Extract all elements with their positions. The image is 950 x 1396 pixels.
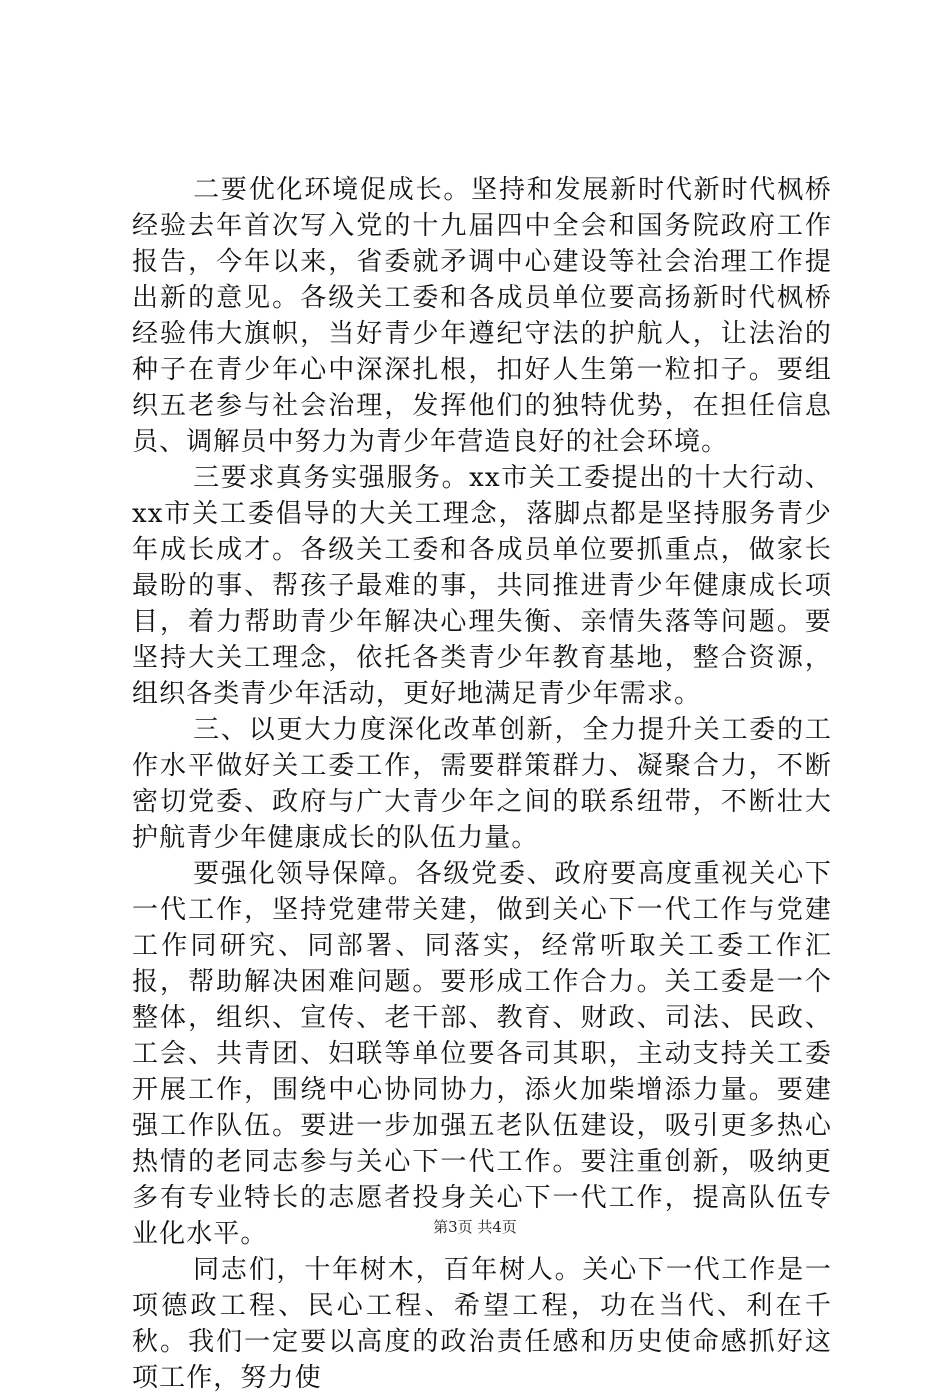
page-number-label: 第3页 共4页 bbox=[433, 1218, 517, 1236]
paragraph-strengthen-service: 三要求真务实强服务。xx市关工委提出的十大行动、xx市关工委倡导的大关工理念，落脚点都是坚持服务青少年成长成才。各级关工委和各成员单位要抓重点，做家长最盼的事、帮孩子最难的事，共同推进青少年健康成长项目，着力帮助青少年解决心理失衡、亲情失落等问题。要坚持大关工理念，依托各类青少年教育基地，整合资源，组织各类青少年活动，更好地满足青少年需求。 bbox=[132, 463, 832, 709]
paragraph-closing-remarks: 同志们，十年树木，百年树人。关心下一代工作是一项德政工程、民心工程、希望工程，功在当代、利在千秋。我们一定要以高度的政治责任感和历史使命感抓好这项工作，努力使 bbox=[132, 1255, 832, 1393]
page-footer bbox=[0, 1217, 950, 1237]
paragraph-optimize-environment: 二要优化环境促成长。坚持和发展新时代新时代枫桥经验去年首次写入党的十九届四中全会和国务院政府工作报告，今年以来，省委就矛调中心建设等社会治理工作提出新的意见。各级关工委和各成员单位要高扬新时代枫桥经验伟大旗帜，当好青少年遵纪守法的护航人，让法治的种子在青少年心中深深扎根，扣好人生第一粒扣子。要组织五老参与社会治理，发挥他们的独特优势，在担任信息员、调解员中努力为青少年营造良好的社会环境。 bbox=[132, 175, 832, 457]
paragraph-reform-innovation: 三、以更大力度深化改革创新，全力提升关工委的工作水平做好关工委工作，需要群策群力、凝聚合力，不断密切党委、政府与广大青少年之间的联系纽带，不断壮大护航青少年健康成长的队伍力量。 bbox=[132, 715, 832, 853]
paragraph-leadership-guarantee: 要强化领导保障。各级党委、政府要高度重视关心下一代工作，坚持党建带关建，做到关心下一代工作与党建工作同研究、同部署、同落实，经常听取关工委工作汇报，帮助解决困难问题。要形成工作合力。关工委是一个整体，组织、宣传、老干部、教育、财政、司法、民政、工会、共青团、妇联等单位要各司其职，主动支持关工委开展工作，围绕中心协同协力，添火加柴增添力量。要建强工作队伍。要进一步加强五老队伍建设，吸引更多热心热情的老同志参与关心下一代工作。要注重创新，吸纳更多有专业特长的志愿者投身关心下一代工作，提高队伍专业化水平。 bbox=[132, 859, 832, 1249]
document-body bbox=[132, 172, 832, 1396]
